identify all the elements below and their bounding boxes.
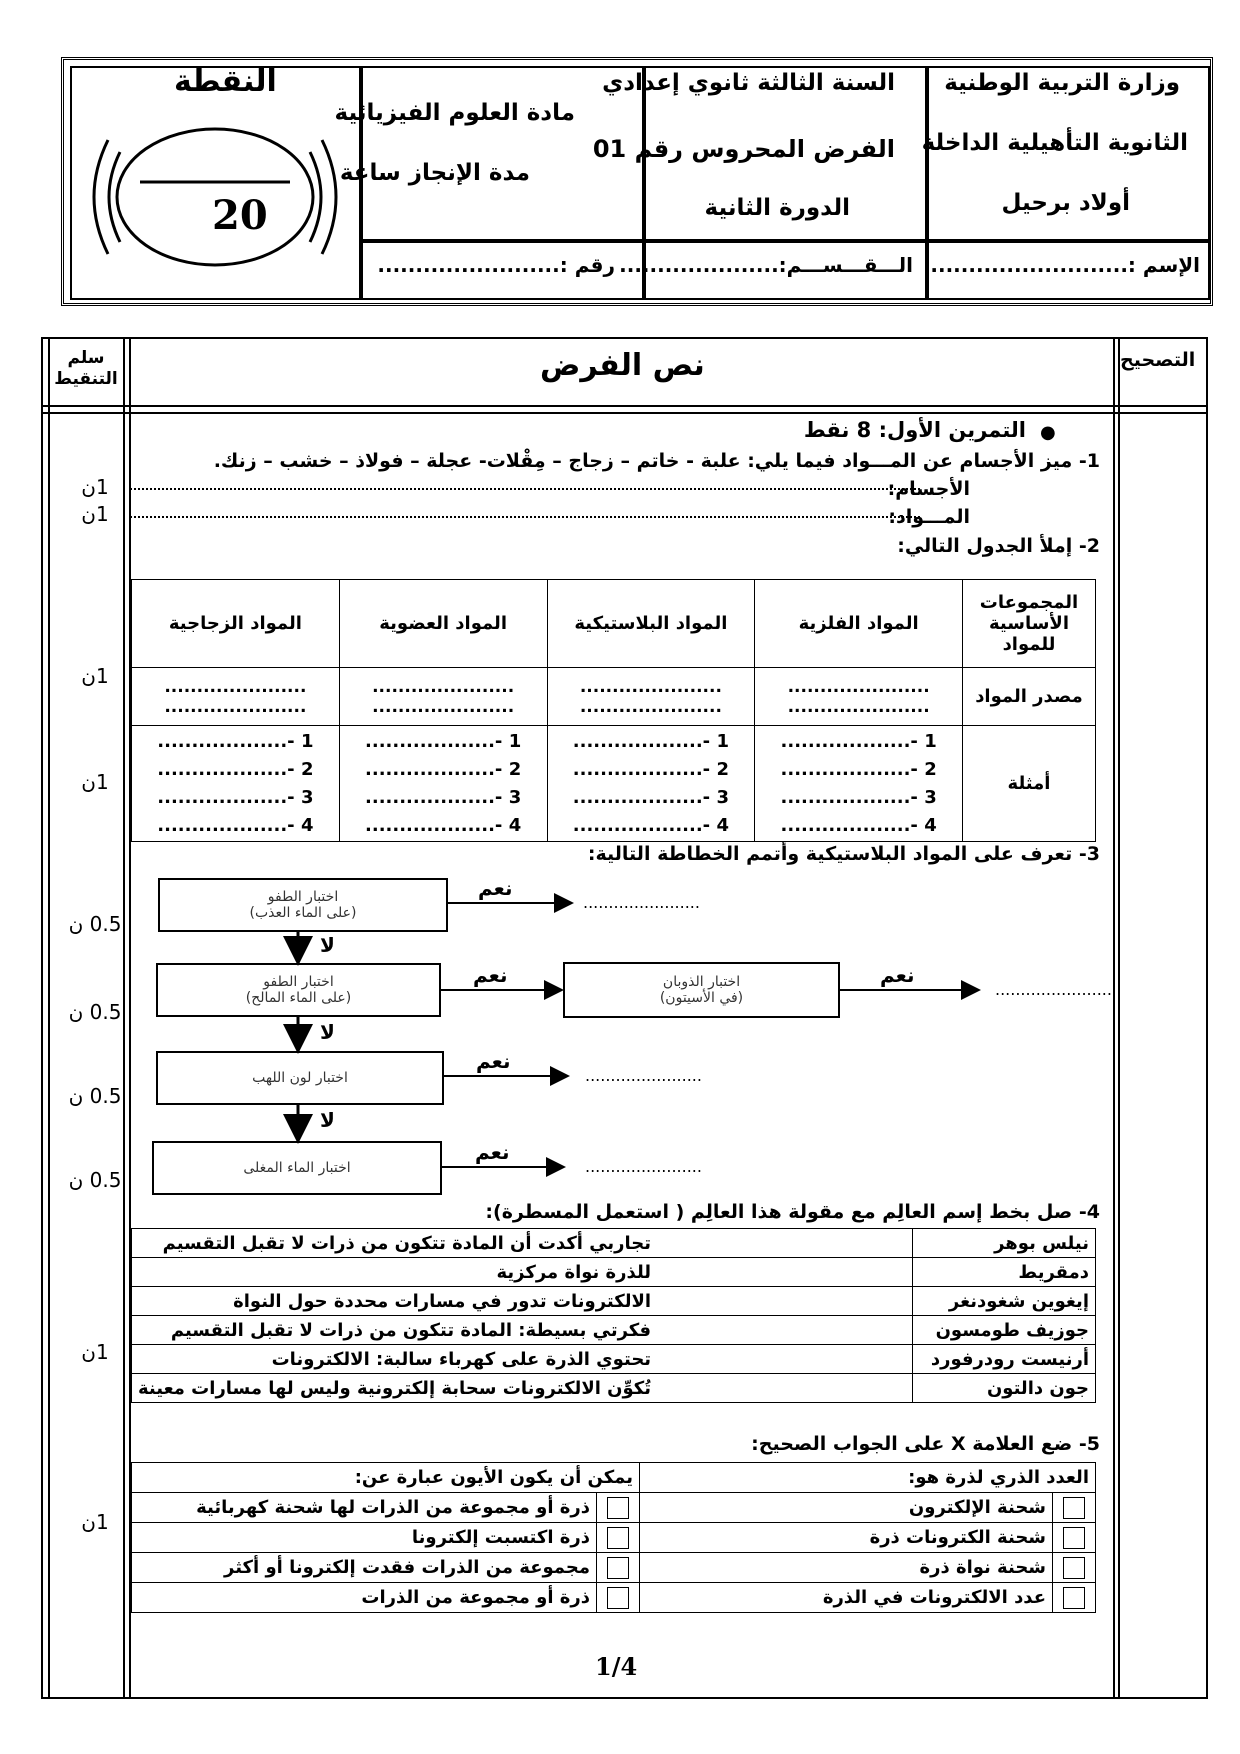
session: الدورة الثانية <box>704 195 850 221</box>
scientist-statement[interactable]: تُكوِّن الالكترونات سحابة إلكترونية وليس لها مسارات معينة <box>132 1374 658 1403</box>
score-column-title: سلم التنقيط <box>54 348 118 389</box>
mcq-table <box>131 1462 1096 1613</box>
scientist-name[interactable]: إيغوين شغودنغر <box>913 1287 1096 1316</box>
score-q4: 1ن <box>81 1340 109 1364</box>
ministry: وزارة التربية الوطنية <box>944 70 1180 96</box>
scientist-name[interactable]: جون دالتون <box>913 1374 1096 1403</box>
flow-yes-label: نعم <box>476 1049 511 1073</box>
checkbox[interactable] <box>607 1527 629 1549</box>
table-source-cell[interactable]: ...................... ...................... <box>547 668 755 726</box>
scientist-statement[interactable]: فكرتي بسيطة: المادة تتكون من ذرات لا تقبل التقسيم <box>132 1316 658 1345</box>
mcq-option: شحنة الإلكترون <box>640 1493 1053 1523</box>
table-examples-cell[interactable]: 1 -................... 2 -................... 3 -................... 4 -................... <box>132 726 340 842</box>
score-q5: 1ن <box>81 1510 109 1534</box>
test-title: الفرض المحروس رقم 01 <box>592 135 895 163</box>
table-source-cell[interactable]: ...................... ...................... <box>755 668 963 726</box>
checkbox[interactable] <box>1063 1497 1085 1519</box>
town: أولاد برحيل <box>1001 190 1130 216</box>
checkbox[interactable] <box>1063 1527 1085 1549</box>
mcq-option: ذرة أو مجموعة من الذرات <box>132 1583 597 1613</box>
table-examples-cell[interactable]: 1 -................... 2 -................... 3 -................... 4 -................... <box>755 726 963 842</box>
q1-bodies-label: الأجسام: <box>887 478 970 500</box>
q1-text: 1- ميز الأجسام عن المـــواد فيما يلي: علبة - خاتم – زجاج – مِقْلات- عجلة – فولاذ – خشب – زنك. <box>213 450 1100 472</box>
score-q2a: 1ن <box>81 664 109 688</box>
number-field[interactable]: رقم :........................ <box>377 253 615 277</box>
flow-box-float-fresh: اختبار الطفو (على الماء العذب) <box>158 878 448 932</box>
score-q3b: 0.5 ن <box>68 1000 122 1024</box>
score-q2b: 1ن <box>81 770 109 794</box>
mcq-right-header: يمكن أن يكون الأيون عبارة عن: <box>132 1463 640 1493</box>
duration: مدة الإنجاز ساعة <box>339 160 530 186</box>
exercise1-title: التمرين الأول: 8 نقط <box>803 418 1026 442</box>
score-q3c: 0.5 ن <box>68 1084 122 1108</box>
flow-yes-label: نعم <box>475 1140 510 1164</box>
scientist-statement[interactable]: للذرة نواة مركزية <box>132 1258 658 1287</box>
flow-box-dissolve: اختبار الذوبان (في الأسيتون) <box>563 962 840 1018</box>
school-name: الثانوية التأهيلية الداخلة <box>921 130 1188 156</box>
flow-yes-label: نعم <box>473 963 508 987</box>
scientists-table <box>131 1228 1096 1403</box>
table-col-glass: المواد الزجاجية <box>132 580 340 668</box>
mcq-left-header: العدد الذري لذرة هو: <box>640 1463 1096 1493</box>
checkbox[interactable] <box>607 1587 629 1609</box>
scientist-statement[interactable]: تحتوي الذرة على كهرباء سالبة: الالكترونات <box>132 1345 658 1374</box>
scientist-name[interactable]: نيلس بوهر <box>913 1229 1096 1258</box>
table-row-header: المجموعات الأساسية للمواد <box>963 580 1096 668</box>
scientist-statement[interactable]: الالكترونات تدور في مسارات محددة حول النواة <box>132 1287 658 1316</box>
grade-label: النقطة <box>174 64 277 99</box>
q2-text: 2- إملأ الجدول التالي: <box>897 535 1100 557</box>
checkbox[interactable] <box>1063 1587 1085 1609</box>
score-q1a: 1ن <box>81 475 109 499</box>
flow-answer-3[interactable]: ....................... <box>585 1066 702 1085</box>
scientist-name[interactable]: دمقريط <box>913 1258 1096 1287</box>
table-source-cell[interactable]: ...................... ...................... <box>132 668 340 726</box>
table-source-cell[interactable]: ...................... ...................... <box>339 668 547 726</box>
flow-yes-label: نعم <box>478 876 513 900</box>
table-col-organic: المواد العضوية <box>339 580 547 668</box>
scientist-name[interactable]: أرنيست رودرفورد <box>913 1345 1096 1374</box>
flow-yes-label: نعم <box>880 963 915 987</box>
grade-total: 20 <box>212 192 268 239</box>
table-examples-cell[interactable]: 1 -................... 2 -................... 3 -................... 4 -................... <box>339 726 547 842</box>
flow-no-label: لا <box>320 1020 335 1044</box>
scientist-name[interactable]: جوزيف طومسون <box>913 1316 1096 1345</box>
name-field[interactable]: الإسم :.......................... <box>930 253 1200 277</box>
table-col-metal: المواد الفلزية <box>755 580 963 668</box>
flow-no-label: لا <box>320 1108 335 1132</box>
main-title: نص الفرض <box>540 348 705 383</box>
q4-text: 4- صل بخط إسم العالِم مع مقولة هذا العالِم ( استعمل المسطرة): <box>485 1201 1100 1223</box>
table-col-plastic: المواد البلاستيكية <box>547 580 755 668</box>
mcq-option: مجموعة من الذرات فقدت إلكترونا أو أكثر <box>132 1553 597 1583</box>
flow-answer-2[interactable]: ....................... <box>995 980 1112 999</box>
flow-box-float-salt: اختبار الطفو (على الماء المالح) <box>156 963 441 1017</box>
correction-title: التصحيح <box>1120 349 1196 371</box>
checkbox[interactable] <box>607 1557 629 1579</box>
flow-box-boiling: اختبار الماء المغلى <box>152 1141 442 1195</box>
table-source-label: مصدر المواد <box>963 668 1096 726</box>
mcq-option: شحنة الكترونات ذرة <box>640 1523 1053 1553</box>
checkbox[interactable] <box>1063 1557 1085 1579</box>
score-q3a: 0.5 ن <box>68 912 122 936</box>
flow-answer-4[interactable]: ....................... <box>585 1157 702 1176</box>
q3-text: 3- تعرف على المواد البلاستيكية وأتمم الخطاطة التالية: <box>587 843 1100 865</box>
score-q1b: 1ن <box>81 502 109 526</box>
mcq-option: عدد الالكترونات في الذرة <box>640 1583 1053 1613</box>
class-field[interactable]: الـــقـــســـم:..................... <box>619 253 913 277</box>
flow-no-label: لا <box>320 933 335 957</box>
mcq-option: ذرة اكتسبت إلكترونا <box>132 1523 597 1553</box>
score-q3d: 0.5 ن <box>68 1168 122 1192</box>
level: السنة الثالثة ثانوي إعدادي <box>602 70 895 96</box>
table-examples-cell[interactable]: 1 -................... 2 -................... 3 -................... 4 -................... <box>547 726 755 842</box>
checkbox[interactable] <box>607 1497 629 1519</box>
q1-materials-label: المـــواد: <box>888 506 970 528</box>
flow-answer-1[interactable]: ....................... <box>583 893 700 912</box>
table-examples-label: أمثلة <box>963 726 1096 842</box>
scientist-statement[interactable]: تجاربي أكدت أن المادة تتكون من ذرات لا تقبل التقسيم <box>132 1229 658 1258</box>
subject: مادة العلوم الفيزيائية <box>334 100 575 126</box>
bullet-icon: ● <box>1040 422 1056 443</box>
flow-box-flame: اختبار لون اللهب <box>156 1051 444 1105</box>
mcq-option: ذرة أو مجموعة من الذرات لها شحنة كهربائية <box>132 1493 597 1523</box>
mcq-option: شحنة نواة ذرة <box>640 1553 1053 1583</box>
page-number: 1/4 <box>595 1652 638 1681</box>
q5-text: 5- ضع العلامة X على الجواب الصحيح: <box>751 1433 1100 1455</box>
